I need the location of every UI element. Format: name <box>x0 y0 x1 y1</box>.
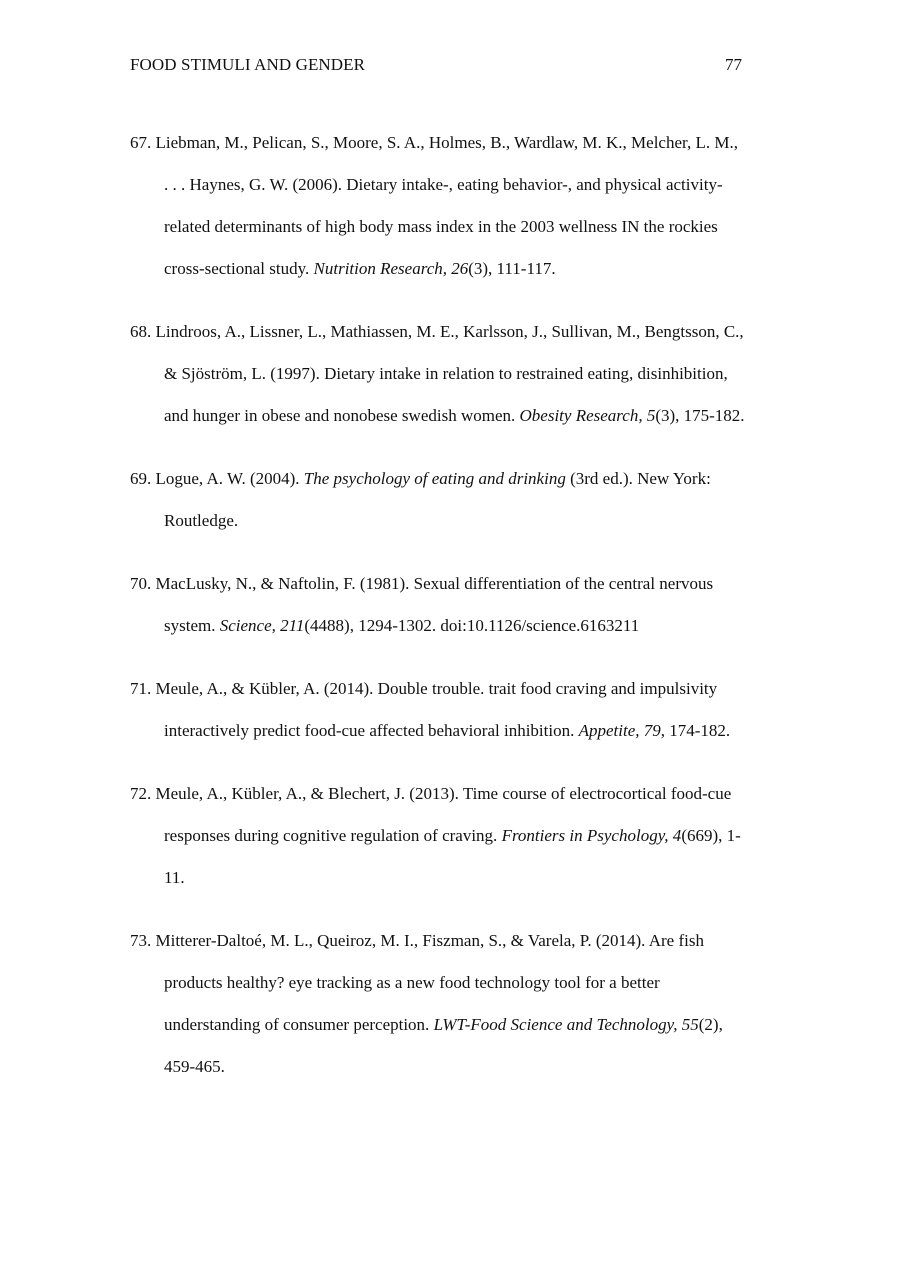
reference-source-italic: The psychology of eating and drinking <box>303 469 566 488</box>
reference-line <box>130 563 796 605</box>
reference-text: (3), 175-182. <box>655 406 745 425</box>
reference-line <box>164 857 796 899</box>
reference-line <box>164 248 796 290</box>
reference-line <box>164 164 796 206</box>
reference-entry <box>130 773 796 899</box>
reference-text: 68. Lindroos, A., Lissner, L., Mathiassen, M. E., Karlsson, J., Sullivan, M., Bengtsson, C., <box>130 322 744 341</box>
reference-text: interactively predict food-cue affected behavioral inhibition. <box>164 721 579 740</box>
reference-line <box>130 122 796 164</box>
reference-text: (4488), 1294-1302. doi:10.1126/science.6163211 <box>304 616 640 635</box>
reference-text: 73. Mitterer-Daltoé, M. L., Queiroz, M. I., Fiszman, S., & Varela, P. (2014). Are fish <box>130 931 704 950</box>
reference-text: . . . Haynes, G. W. (2006). Dietary intake-, eating behavior-, and physical activity- <box>164 175 723 194</box>
reference-line <box>130 311 796 353</box>
reference-entry <box>130 122 796 290</box>
reference-text: 459-465. <box>164 1057 225 1076</box>
reference-text: and hunger in obese and nonobese swedish women. <box>164 406 520 425</box>
reference-text: , 174-182. <box>660 721 731 740</box>
reference-text: (669), 1- <box>681 826 741 845</box>
reference-text: 70. MacLusky, N., & Naftolin, F. (1981). Sexual differentiation of the central nervous <box>130 574 714 593</box>
reference-text: related determinants of high body mass index in the 2003 wellness IN the rockies <box>164 217 718 236</box>
reference-line <box>164 815 796 857</box>
reference-source-italic: LWT-Food Science and Technology, 55 <box>433 1015 699 1034</box>
reference-source-italic: Appetite, 79 <box>578 721 661 740</box>
reference-line <box>164 353 796 395</box>
reference-line <box>164 1004 796 1046</box>
reference-text: 69. Logue, A. W. (2004). <box>130 469 304 488</box>
reference-line <box>164 395 796 437</box>
page-number: 77 <box>725 55 742 74</box>
reference-list <box>130 122 796 1109</box>
running-title: FOOD STIMULI AND GENDER <box>130 55 366 74</box>
reference-line <box>130 458 796 500</box>
reference-text: 72. Meule, A., Kübler, A., & Blechert, J. (2013). Time course of electrocortical food-cue <box>130 784 732 803</box>
reference-line <box>164 605 796 647</box>
reference-text: 71. Meule, A., & Kübler, A. (2014). Double trouble. trait food craving and impulsivity <box>130 679 718 698</box>
reference-line <box>164 500 796 542</box>
reference-text: (3rd ed.). New York: <box>565 469 711 488</box>
reference-text: 11. <box>164 868 185 887</box>
reference-entry <box>130 668 796 752</box>
reference-line <box>130 773 796 815</box>
reference-text: system. <box>164 616 220 635</box>
reference-text: cross-sectional study. <box>164 259 314 278</box>
reference-text: Routledge. <box>164 511 239 530</box>
reference-source-italic: Science, 211 <box>219 616 305 635</box>
reference-text: & Sjöström, L. (1997). Dietary intake in relation to restrained eating, disinhibition, <box>164 364 728 383</box>
reference-entry <box>130 920 796 1088</box>
reference-source-italic: Obesity Research, 5 <box>519 406 656 425</box>
reference-text: understanding of consumer perception. <box>164 1015 434 1034</box>
reference-entry <box>130 311 796 437</box>
reference-line <box>164 206 796 248</box>
reference-entry <box>130 458 796 542</box>
reference-line <box>130 668 796 710</box>
reference-text: responses during cognitive regulation of craving. <box>164 826 502 845</box>
reference-entry <box>130 563 796 647</box>
reference-text: 67. Liebman, M., Pelican, S., Moore, S. A., Holmes, B., Wardlaw, M. K., Melcher, L. M., <box>130 133 738 152</box>
reference-text: (2), <box>698 1015 723 1034</box>
reference-line <box>164 1046 796 1088</box>
reference-source-italic: Nutrition Research, 26 <box>313 259 469 278</box>
reference-line <box>164 962 796 1004</box>
reference-source-italic: Frontiers in Psychology, 4 <box>501 826 682 845</box>
reference-line <box>164 710 796 752</box>
reference-text: (3), 111-117. <box>468 259 556 278</box>
reference-line <box>130 920 796 962</box>
reference-text: products healthy? eye tracking as a new food technology tool for a better <box>164 973 660 992</box>
